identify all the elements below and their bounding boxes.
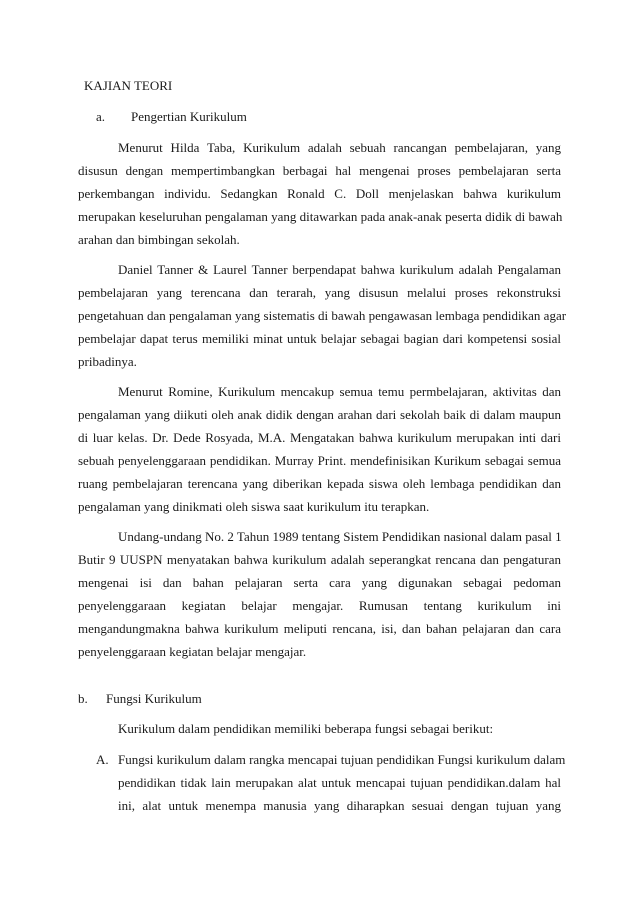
paragraph-line: merupakan keseluruhan pengalaman yang ditawarkan pada anak-anak peserta didik di bawah — [78, 209, 563, 224]
item-a-line: ini, alat untuk menempa manusia yang diharapkan sesuai dengan tujuan yang — [118, 798, 561, 813]
paragraph-line: Daniel Tanner & Laurel Tanner berpendapat bahwa kurikulum adalah Pengalaman — [118, 262, 561, 277]
paragraph-line: disusun dengan mempertimbangkan berbagai hal mengenai proses pembelajaran serta — [78, 163, 561, 178]
paragraph-line: perkembangan individu. Sedangkan Ronald C. Doll menjelaskan bahwa kurikulum — [78, 186, 561, 201]
paragraph-line: ruang pembelajaran terencana yang diberikan kepada siswa oleh lembaga pendidikan dan — [78, 476, 561, 491]
paragraph-line: Menurut Romine, Kurikulum mencakup semua temu permbelajaran, aktivitas dan — [118, 384, 561, 399]
paragraph-line: sebuah penyelenggaraan pendidikan. Murray Print. mendefinisikan Kurikum sebagai semua — [78, 453, 561, 468]
paragraph-line: pribadinya. — [78, 354, 137, 369]
paragraph-line: pengetahuan dan pengalaman yang sistematis di bawah pengawasan lembaga pendidikan agar — [78, 308, 567, 323]
paragraph-line: pembelajaran yang terencana dan terarah, yang disusun melalui proses rekonstruksi — [78, 285, 561, 300]
paragraph-line: di luar kelas. Dr. Dede Rosyada, M.A. Mengatakan bahwa kurikulum merupakan inti dari — [78, 430, 561, 445]
paragraph-line: arahan dan bimbingan sekolah. — [78, 232, 240, 247]
section-a-title: Pengertian Kurikulum — [131, 109, 247, 124]
paragraph-line: mengenai isi dan bahan pelajaran serta cara yang digunakan sebagai pedoman — [78, 575, 561, 590]
paragraph-line: Menurut Hilda Taba, Kurikulum adalah sebuah rancangan pembelajaran, yang — [118, 140, 561, 155]
paragraph-line: pengalaman yang diikuti oleh anak didik dengan arahan dari sekolah baik di dalam maupun — [78, 407, 561, 422]
paragraph-line: Butir 9 UUSPN menyatakan bahwa kurikulum adalah seperangkat rencana dan pengaturan — [78, 552, 561, 567]
item-a-line: pendidikan tidak lain merupakan alat untuk mencapai tujuan pendidikan.dalam hal — [118, 775, 561, 790]
section-b-marker: b. — [78, 691, 88, 706]
paragraph-line: pembelajar dapat terus memiliki minat untuk belajar sebagai bagian dari kompetensi sosial — [78, 331, 561, 346]
section-b-title: Fungsi Kurikulum — [106, 691, 202, 706]
section-b-intro: Kurikulum dalam pendidikan memiliki beberapa fungsi sebagai berikut: — [118, 721, 494, 736]
paragraph-line: pengalaman yang dinikmati oleh siswa saat kurikulum itu terapkan. — [78, 499, 430, 514]
item-a-line: Fungsi kurikulum dalam rangka mencapai tujuan pendidikan Fungsi kurikulum dalam — [118, 752, 566, 767]
section-a-marker: a. — [96, 109, 106, 124]
page-heading: KAJIAN TEORI — [84, 78, 173, 93]
paragraph-line: penyelenggaraan kegiatan belajar mengajar. Rumusan tentang kurikulum ini — [78, 598, 561, 613]
item-a-marker: A. — [96, 752, 109, 767]
paragraph-line: penyelenggaraan kegiatan belajar mengajar. — [78, 644, 307, 659]
paragraph-line: mengandungmakna bahwa kurikulum meliputi rencana, isi, dan bahan pelajaran dan cara — [78, 621, 561, 636]
paragraph-line: Undang-undang No. 2 Tahun 1989 tentang Sistem Pendidikan nasional dalam pasal 1 — [118, 529, 562, 544]
